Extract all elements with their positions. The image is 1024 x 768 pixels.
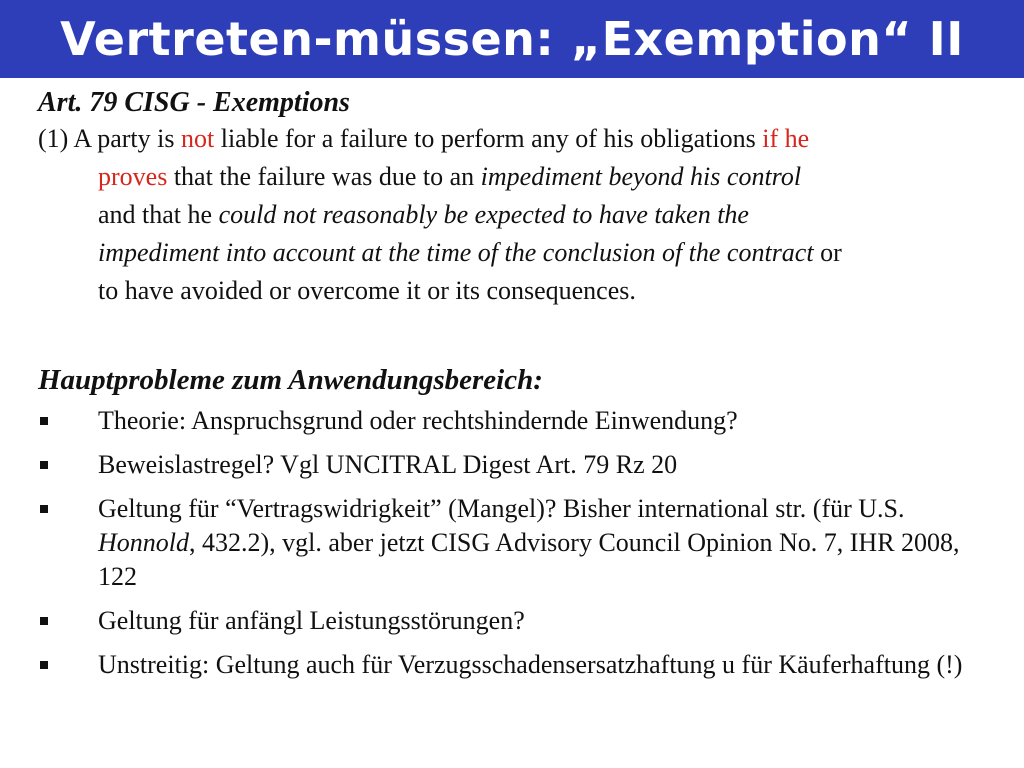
- article-line-1: [38, 120, 998, 158]
- square-bullet-icon: [40, 417, 48, 425]
- list-item-text: , 432.2), vgl. aber jetzt CISG Advisory Council Opinion No. 7, IHR 2008, 122: [98, 528, 960, 591]
- list-item-text: Geltung für “Vertragswidrigkeit” (Mangel)? Bisher international str. (für U.S.: [98, 494, 905, 523]
- square-bullet-icon: [40, 461, 48, 469]
- article-text: (1) A party is: [38, 124, 181, 153]
- article-text: that the failure was due to an: [167, 162, 481, 191]
- problems-list: [38, 404, 998, 692]
- article-line-3: [38, 196, 998, 234]
- emphasis-proves: proves: [98, 162, 168, 191]
- title-bar: [0, 0, 1024, 78]
- slide-content: [38, 86, 998, 679]
- list-item: [38, 648, 998, 682]
- square-bullet-icon: [40, 661, 48, 669]
- problems-heading: Hauptprobleme zum Anwendungsbereich:: [38, 364, 543, 396]
- article-line-5: to have avoided or overcome it or its consequences.: [98, 276, 636, 305]
- article-line-2: [38, 158, 998, 196]
- article-italic-text: impediment into account at the time of the conclusion of the contract: [98, 238, 814, 267]
- slide-title: Vertreten-müssen: „Exemption“ II: [60, 12, 964, 66]
- list-item-text: Unstreitig: Geltung auch für Verzugsschadensersatzhaftung u für Käuferhaftung (!): [98, 650, 963, 679]
- author-name: Honnold: [98, 528, 189, 557]
- list-item-text: Beweislastregel? Vgl UNCITRAL Digest Art. 79 Rz 20: [98, 450, 678, 479]
- article-text: liable for a failure to perform any of his obligations: [214, 124, 763, 153]
- list-item: [38, 404, 998, 438]
- list-item: [38, 448, 998, 482]
- list-item: [38, 492, 998, 594]
- article-italic-text: impediment beyond his control: [480, 162, 802, 191]
- article-text: and that he: [98, 200, 219, 229]
- article-line-4: [38, 234, 998, 272]
- emphasis-not: not: [181, 124, 215, 153]
- list-item: [38, 604, 998, 638]
- article-text: or: [813, 238, 842, 267]
- list-item-text: Geltung für anfängl Leistungsstörungen?: [98, 606, 525, 635]
- list-item-text: Theorie: Anspruchsgrund oder rechtshindernde Einwendung?: [98, 406, 738, 435]
- square-bullet-icon: [40, 617, 48, 625]
- article-italic-text: could not reasonably be expected to have taken the: [218, 200, 749, 229]
- article-heading: Art. 79 CISG - Exemptions: [38, 87, 350, 118]
- square-bullet-icon: [40, 505, 48, 513]
- emphasis-if-he: if he: [762, 124, 810, 153]
